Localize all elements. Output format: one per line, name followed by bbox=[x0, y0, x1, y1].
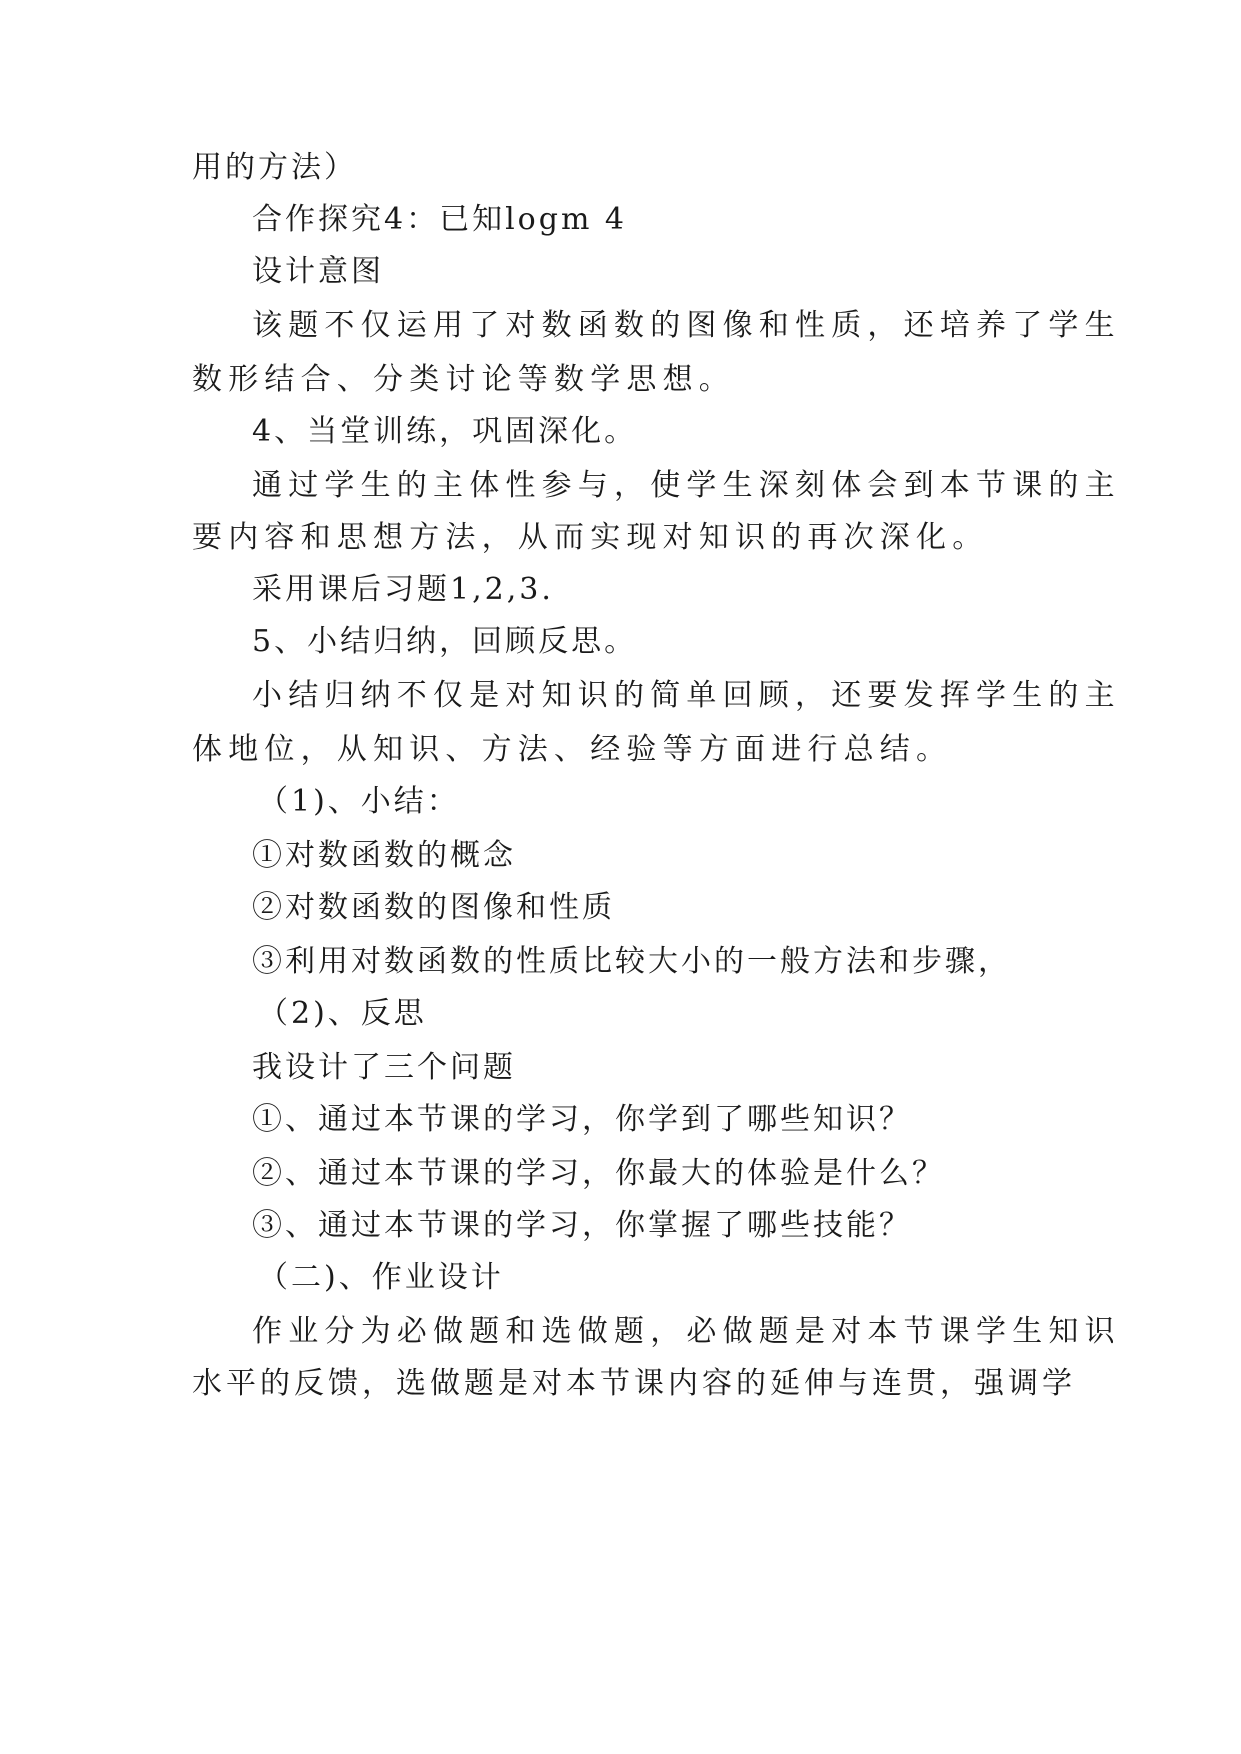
text-line: 合作探究4：已知logm 4 bbox=[252, 202, 628, 237]
text-line: ①、通过本节课的学习，你学到了哪些知识？ bbox=[252, 1102, 912, 1137]
text-line: 4、当堂训练，巩固深化。 bbox=[252, 414, 638, 449]
text-line: 作业分为必做题和选做题，必做题是对本节课学生知识 bbox=[252, 1314, 1121, 1349]
text-line: ②对数函数的图像和性质 bbox=[252, 890, 615, 925]
text-line: 设计意图 bbox=[252, 254, 384, 289]
text-line: 体地位，从知识、方法、经验等方面进行总结。 bbox=[192, 732, 953, 767]
text-line: 该题不仅运用了对数函数的图像和性质，还培养了学生 bbox=[252, 308, 1121, 343]
text-line: 小结归纳不仅是对知识的简单回顾，还要发挥学生的主 bbox=[252, 678, 1121, 713]
text-line: （二)、作业设计 bbox=[258, 1260, 504, 1295]
text-line: 水平的反馈，选做题是对本节课内容的延伸与连贯，强调学 bbox=[192, 1366, 1076, 1401]
text-line: 数形结合、分类讨论等数学思想。 bbox=[192, 362, 735, 397]
text-line: ②、通过本节课的学习，你最大的体验是什么？ bbox=[252, 1156, 945, 1191]
text-line: 采用课后习题1,2,3. bbox=[252, 572, 554, 607]
text-line: 我设计了三个问题 bbox=[252, 1050, 516, 1085]
text-line: （2)、反思 bbox=[258, 996, 427, 1031]
text-line: 用的方法） bbox=[192, 150, 357, 185]
text-line: （1)、小结： bbox=[258, 784, 460, 819]
text-line: 通过学生的主体性参与，使学生深刻体会到本节课的主 bbox=[252, 468, 1121, 503]
text-line: 要内容和思想方法，从而实现对知识的再次深化。 bbox=[192, 520, 989, 555]
text-line: 5、小结归纳，回顾反思。 bbox=[252, 624, 638, 659]
text-line: ①对数函数的概念 bbox=[252, 838, 516, 873]
text-line: ③、通过本节课的学习，你掌握了哪些技能？ bbox=[252, 1208, 912, 1243]
text-line: ③利用对数函数的性质比较大小的一般方法和步骤， bbox=[252, 944, 1011, 979]
